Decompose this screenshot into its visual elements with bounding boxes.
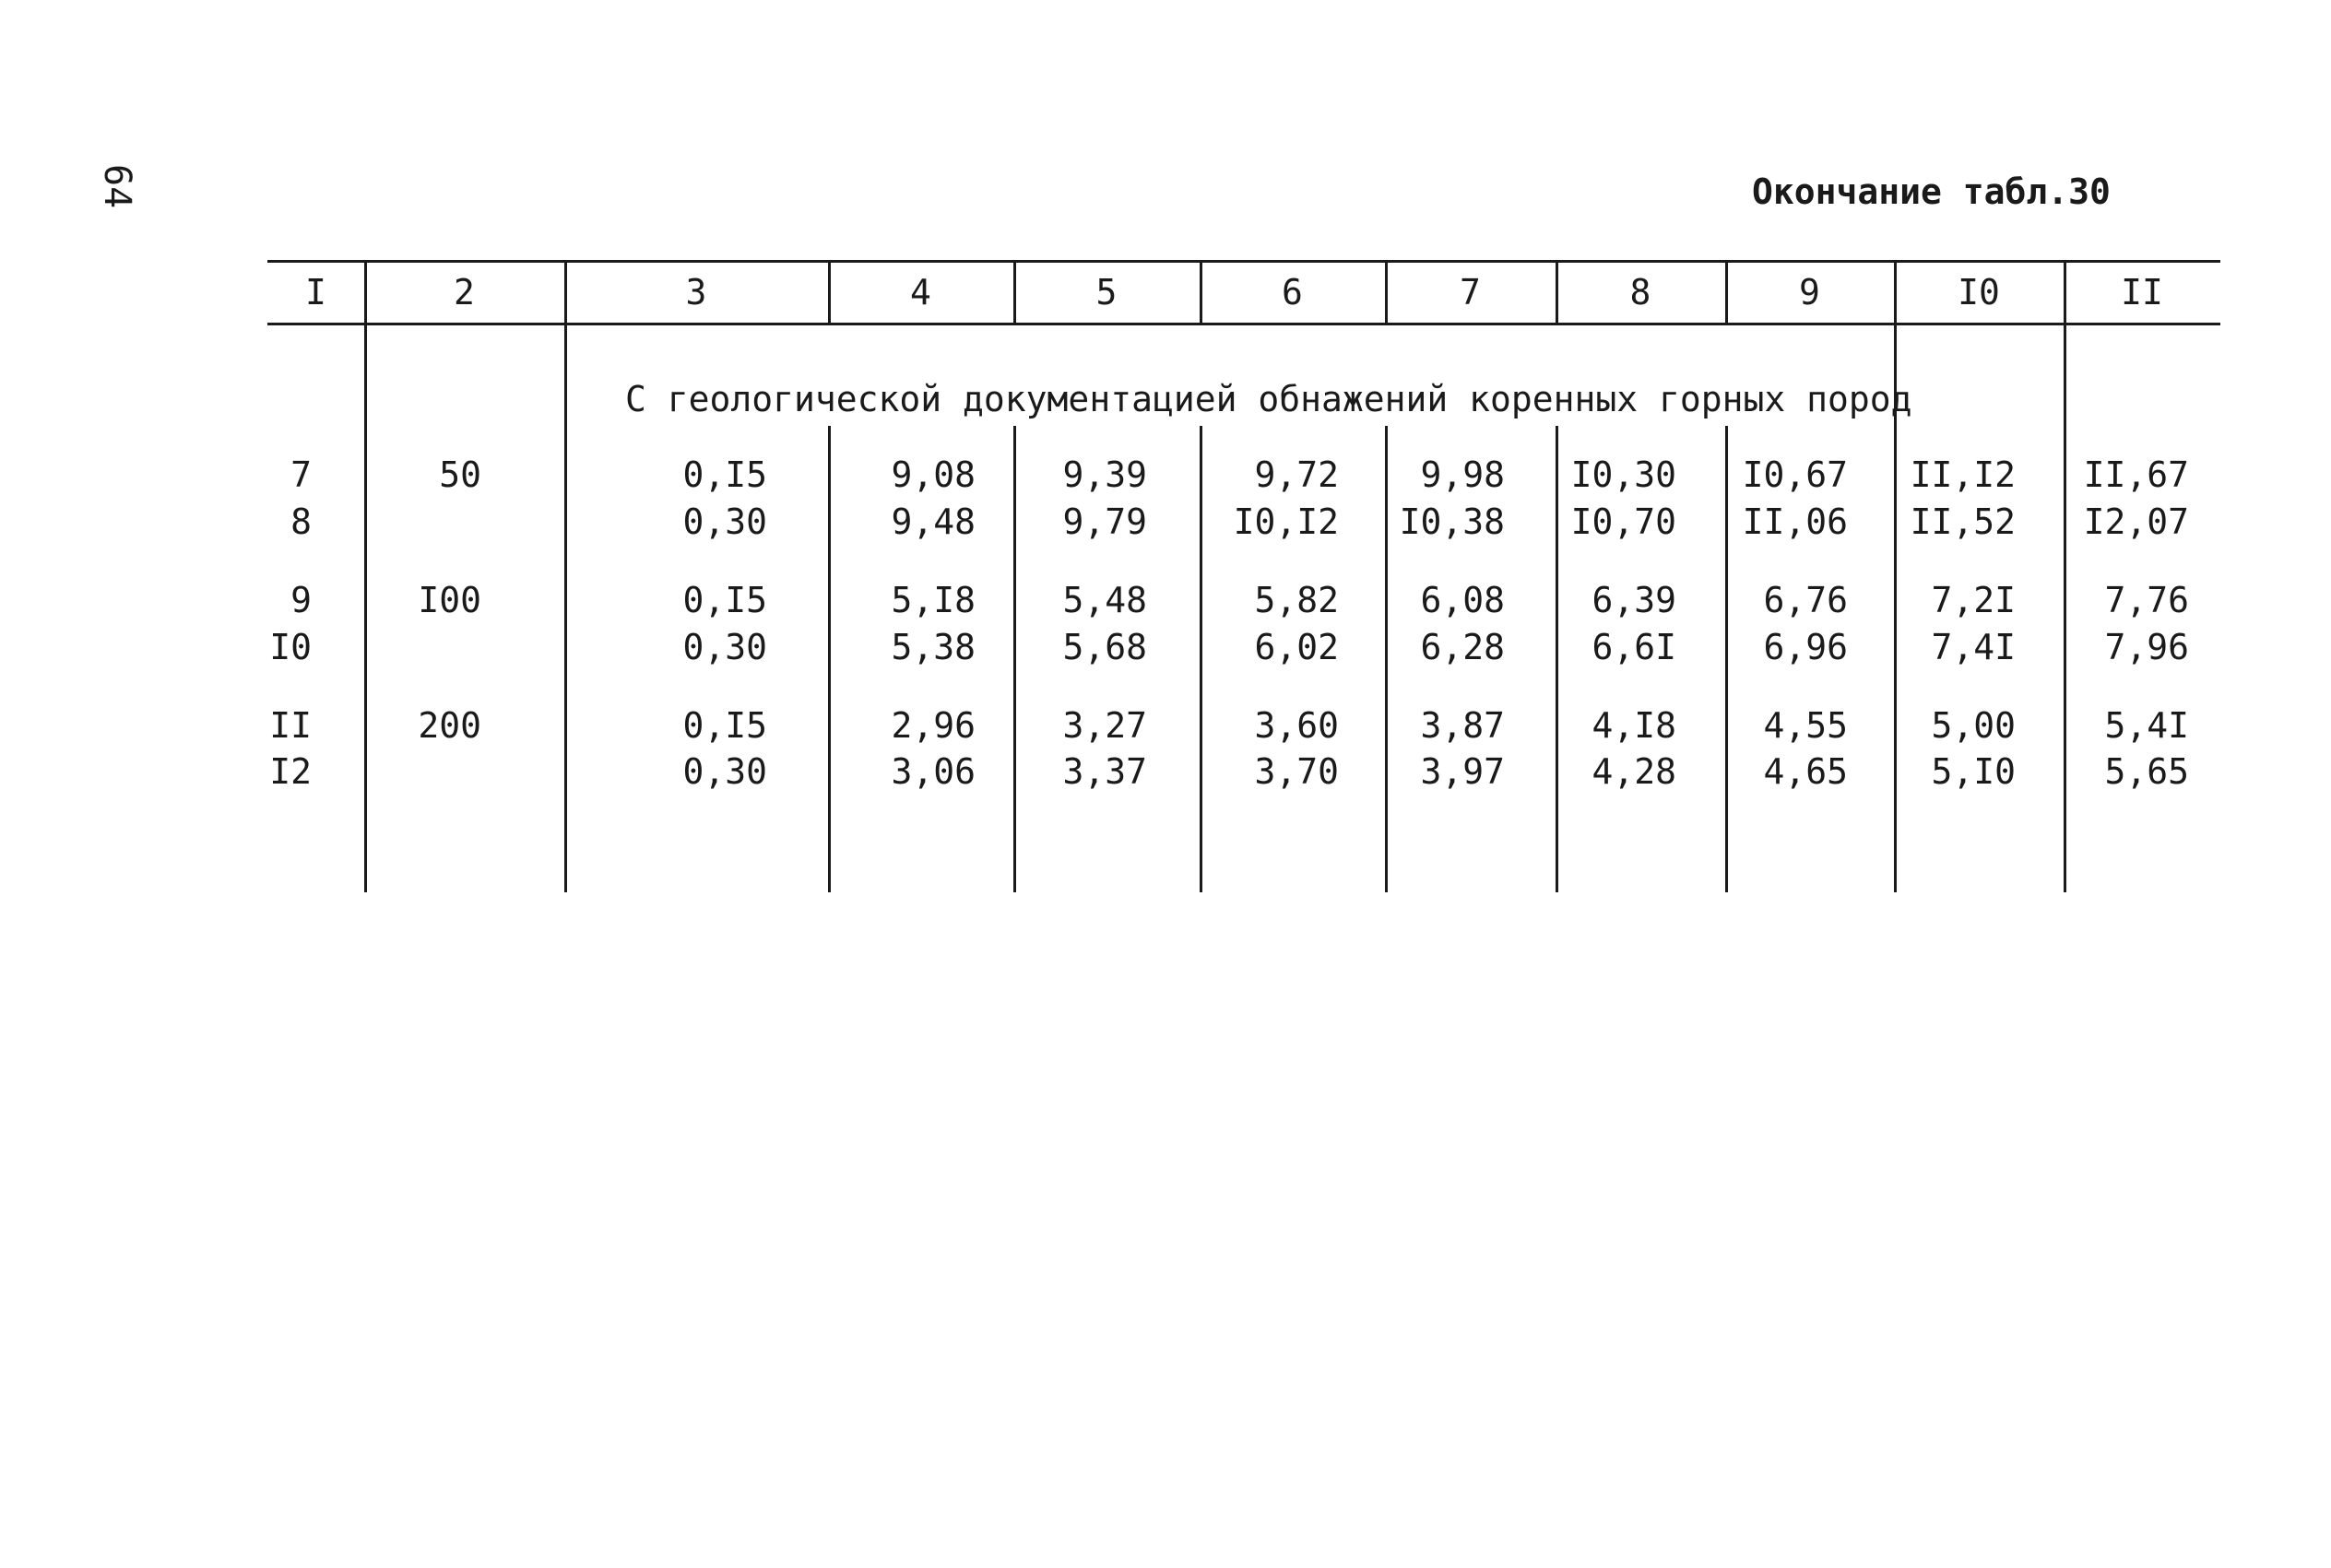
table-cell: 9,98	[1420, 454, 1505, 495]
table-cell: 3,27	[1062, 705, 1147, 746]
table-cell: I0,30	[1570, 454, 1676, 495]
table-cell: 4,28	[1591, 751, 1676, 792]
table-cell: 6,96	[1763, 627, 1848, 667]
table-cell: I0,70	[1570, 501, 1676, 542]
table-cell: 5,48	[1062, 580, 1147, 620]
row-number: 7	[290, 454, 312, 495]
column-header: 2	[454, 272, 475, 312]
row-number: II	[269, 705, 312, 746]
body-divider	[564, 324, 567, 892]
table-cell: II,52	[1910, 501, 2016, 542]
table-cell: 6,6I	[1591, 627, 1676, 667]
column-header: 5	[1095, 272, 1118, 312]
table-cell: 5,I8	[891, 580, 976, 620]
table-cell: I0,38	[1399, 501, 1505, 542]
column-header: 7	[1460, 272, 1481, 312]
header-bottom-rule	[267, 323, 2220, 325]
table-cell: 4,I8	[1591, 705, 1676, 746]
table-cell: 3,97	[1420, 751, 1505, 792]
table-title: Окончание табл.30	[1752, 171, 2111, 212]
table-cell: I0,67	[1742, 454, 1848, 495]
column-header: 6	[1282, 272, 1303, 312]
table-cell: 50	[439, 454, 481, 495]
page-number: 64	[96, 164, 138, 209]
table-cell: 3,87	[1420, 705, 1505, 746]
table-cell: 5,I0	[1931, 751, 2016, 792]
table-cell: 9,79	[1062, 501, 1147, 542]
table-cell: 9,39	[1062, 454, 1147, 495]
table-cell: 5,82	[1254, 580, 1339, 620]
table-cell: 4,65	[1763, 751, 1848, 792]
table-cell: 5,65	[2104, 751, 2189, 792]
table-cell: 3,70	[1254, 751, 1339, 792]
table-cell: I0,I2	[1233, 501, 1339, 542]
table-cell: 7,96	[2104, 627, 2189, 667]
table-cell: 5,00	[1931, 705, 2016, 746]
table-cell: 5,4I	[2104, 705, 2189, 746]
table-cell: 0,30	[682, 627, 767, 667]
table-cell: 2,96	[891, 705, 976, 746]
row-number: 9	[290, 580, 312, 620]
table-cell: 6,08	[1420, 580, 1505, 620]
table-cell: 0,30	[682, 501, 767, 542]
table-cell: 5,68	[1062, 627, 1147, 667]
column-header: 3	[685, 272, 707, 312]
column-header: I	[305, 272, 326, 312]
column-header: 8	[1629, 272, 1651, 312]
column-header: I0	[1958, 272, 2000, 312]
table-cell: 7,76	[2104, 580, 2189, 620]
section-title: С геологической документацией обнажений коренных горных пород	[625, 379, 1912, 419]
table-cell: 9,48	[891, 501, 976, 542]
table-cell: I00	[418, 580, 481, 620]
table-cell: I2,07	[2083, 501, 2189, 542]
header-top-rule	[267, 260, 2220, 263]
table-cell: II,I2	[1910, 454, 2016, 495]
column-header: 9	[1799, 272, 1820, 312]
table-cell: 6,02	[1254, 627, 1339, 667]
row-number: I2	[269, 751, 312, 792]
table-cell: II,06	[1742, 501, 1848, 542]
table-cell: 3,60	[1254, 705, 1339, 746]
table-cell: 0,I5	[682, 580, 767, 620]
table-cell: 7,4I	[1931, 627, 2016, 667]
table-cell: 9,08	[891, 454, 976, 495]
column-header: II	[2121, 272, 2163, 312]
table-cell: 4,55	[1763, 705, 1848, 746]
row-number: I0	[269, 627, 312, 667]
column-header: 4	[910, 272, 931, 312]
table-cell: 3,37	[1062, 751, 1147, 792]
table-cell: 5,38	[891, 627, 976, 667]
table-cell: 0,I5	[682, 705, 767, 746]
table-cell: 0,30	[682, 751, 767, 792]
table-cell: 6,39	[1591, 580, 1676, 620]
table-cell: 9,72	[1254, 454, 1339, 495]
row-number: 8	[290, 501, 312, 542]
table-cell: 0,I5	[682, 454, 767, 495]
table-cell: 6,76	[1763, 580, 1848, 620]
table-cell: II,67	[2083, 454, 2189, 495]
table-cell: 3,06	[891, 751, 976, 792]
table-cell: 7,2I	[1931, 580, 2016, 620]
table-cell: 200	[418, 705, 481, 746]
table-cell: 6,28	[1420, 627, 1505, 667]
